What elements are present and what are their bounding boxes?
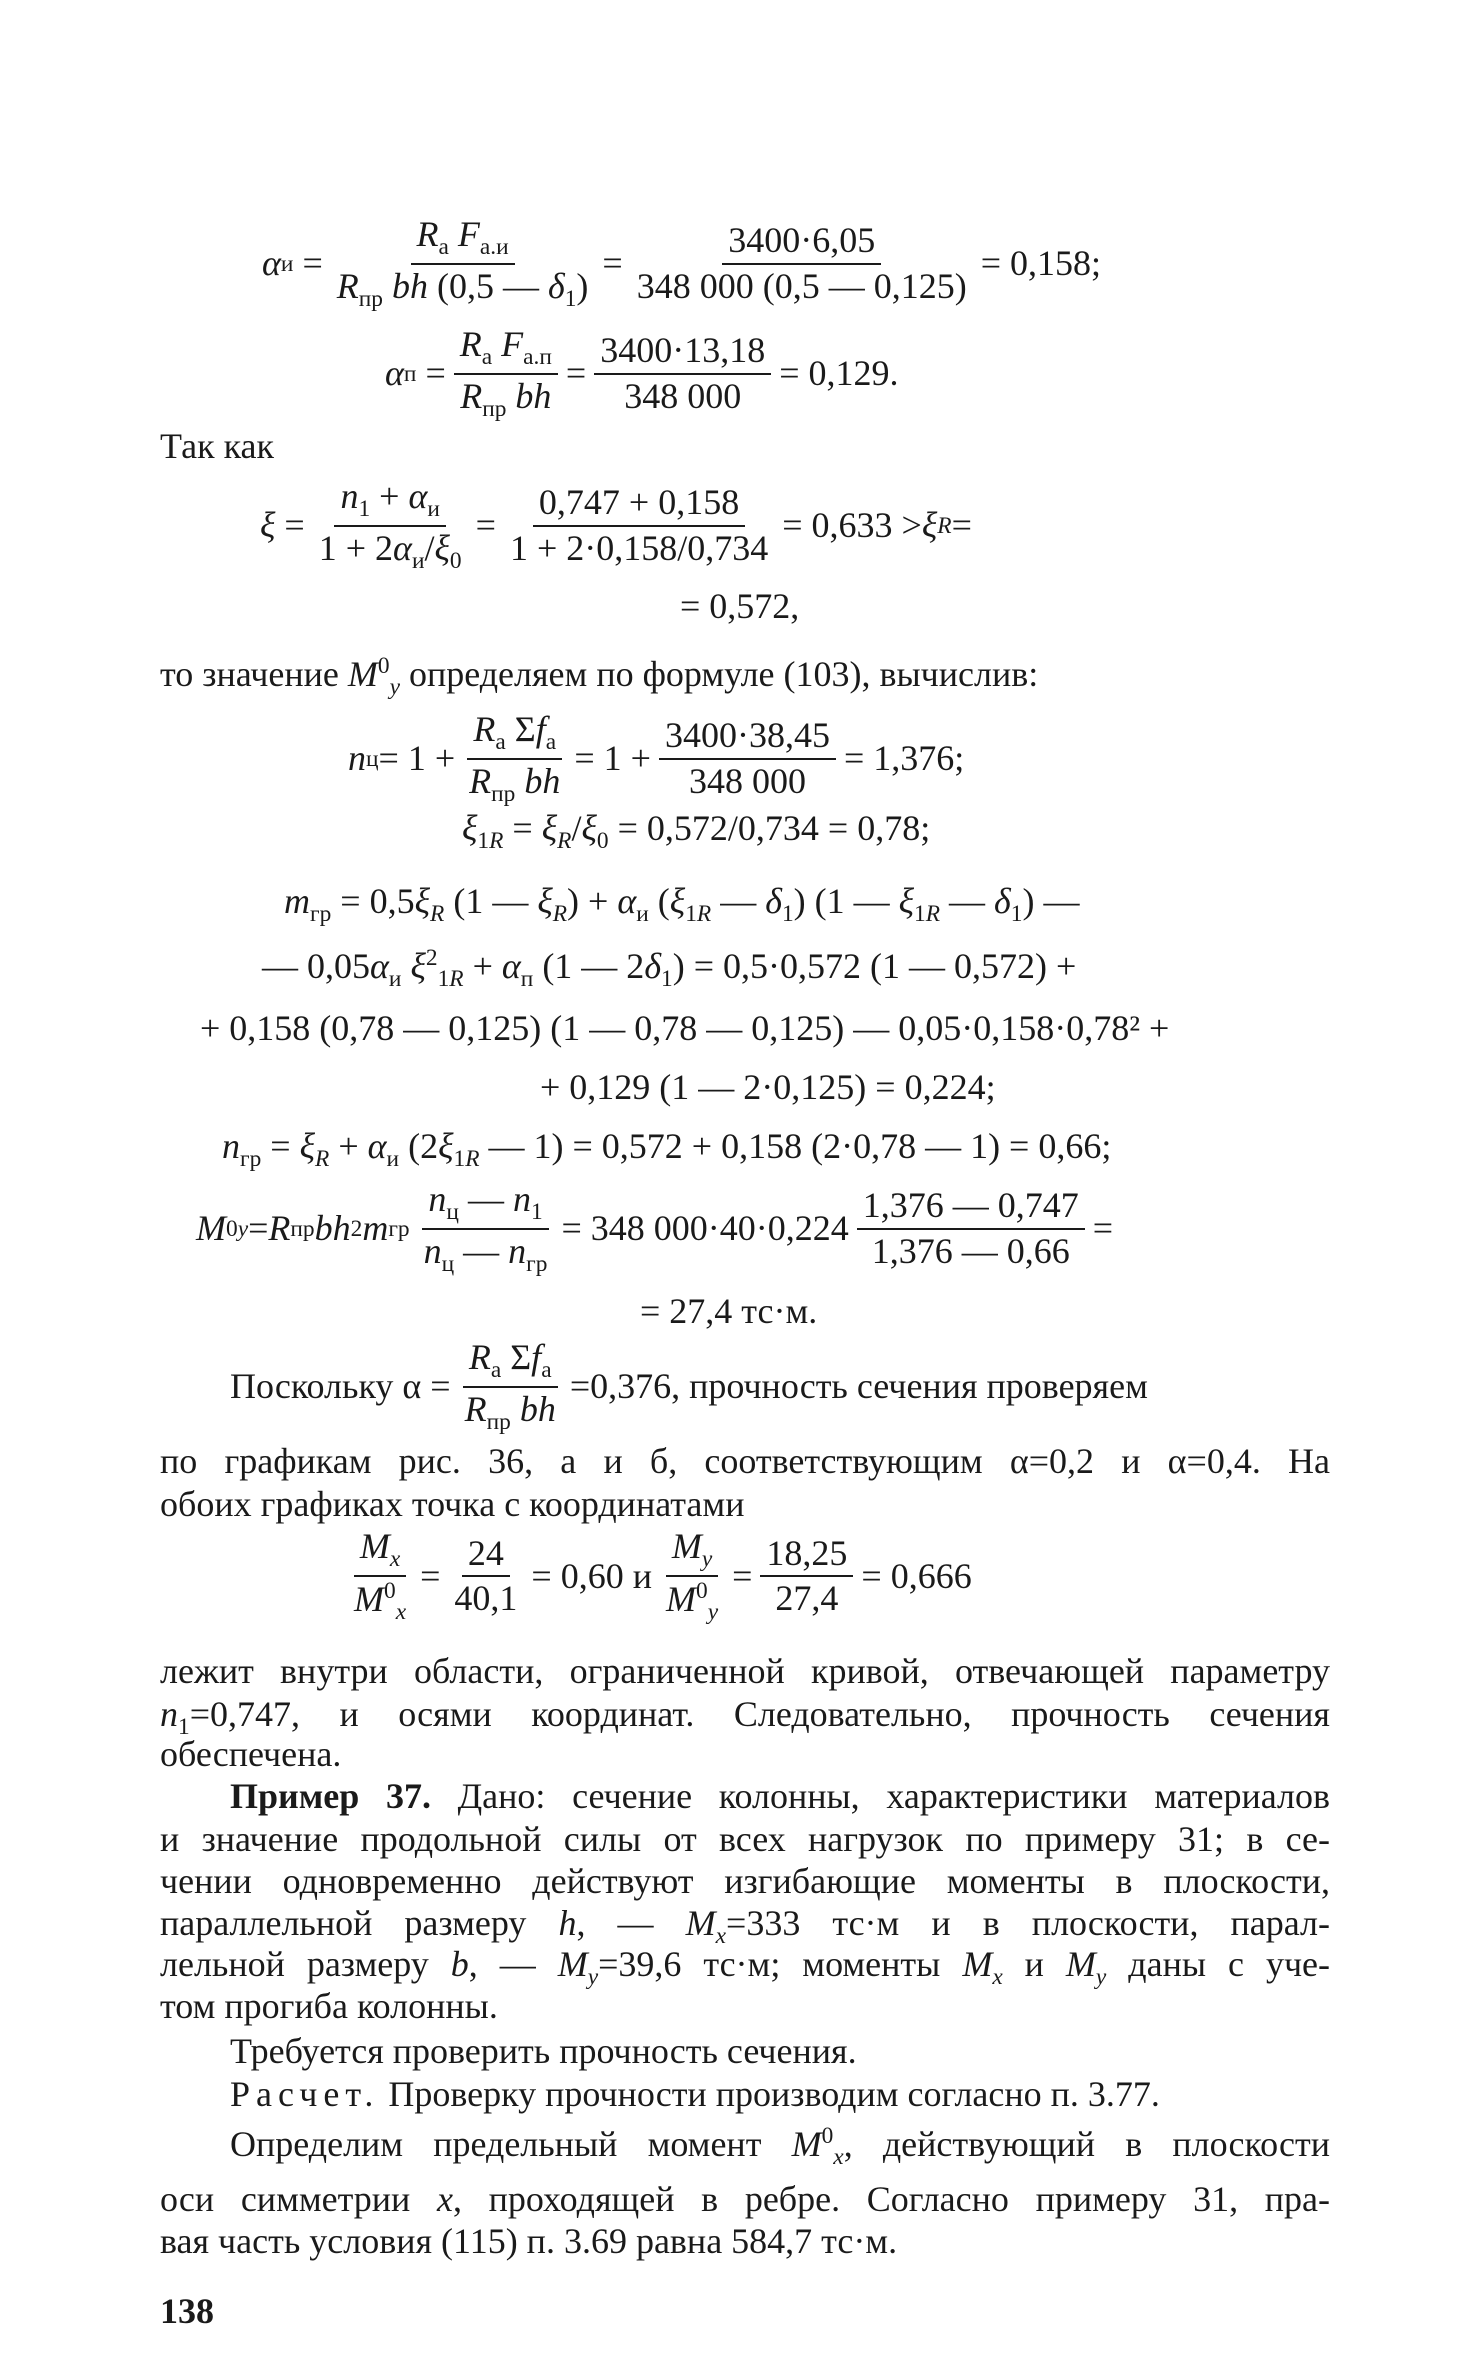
text-p1-l3: обоих графиках точка с координатами bbox=[160, 1484, 745, 1524]
formula-n-c: n ц = 1 + $\frac{R_а \Sigma f_а}{R_{пр} bh}$ = 1 + $\frac{3400\cdot 38,45}{348 000}$ = 1,376; bbox=[348, 709, 965, 808]
formula-xi-cont: = 0,572, bbox=[680, 586, 800, 626]
formula-m-gr-3: + 0,158 (0,78 — 0,125) (1 — 0,78 — 0,125) — 0,05·0,158·0,78² + bbox=[200, 1008, 1170, 1048]
text-def-l3: вая часть условия (115) п. 3.69 равна 584,7 тс·м. bbox=[160, 2221, 898, 2261]
formula-m-gr-1: $m_{гр} = 0,5\xi_R$ (1 — $\xi_R) + \alpha_и$ ($\xi_{1R}$ — $\delta_1$) (1 — $\xi_{1R}$ — $\delta_1$) — bbox=[284, 881, 1080, 928]
text-poskolku: Поскольку α = $\frac{R_а \Sigma f_а}{R_{пр} bh}$ =0,376, прочность сечения проверяем bbox=[230, 1337, 1148, 1436]
text-p2-l1: лежит внутри области, ограниченной кривой, отвечающей параметру bbox=[160, 1651, 1330, 1691]
formula-xi: ξ = $\frac{n_1 + \alpha_и}{1 + 2\alpha_и/\xi_0}$ = $\frac{0,747 + 0,158}{1 + 2\cdot 0,158/0,734}$ = 0,633 > ξ R = bbox=[260, 476, 972, 575]
formula-m-gr-4: + 0,129 (1 — 2·0,125) = 0,224; bbox=[540, 1067, 996, 1107]
formula-ratios: $\frac{M_x}{M^0_x}$ = $\frac{24}{40,1}$ = 0,60 и $\frac{M_y}{M^0_y}$ = $\frac{18,25}{27,4}$ = 0,666 bbox=[354, 1526, 972, 1626]
formula-n-gr: $n_{гр} = \xi_R + \alpha_и$ ($2\xi_{1R}$ — 1) = 0,572 + 0,158 (2·0,78 — 1) = 0,66; bbox=[222, 1126, 1112, 1173]
text-ex-l2: и значение продольной силы от всех нагрузок по примеру 31; в се- bbox=[160, 1819, 1330, 1859]
text-def-l2: оси симметрии x, проходящей в ребре. Согласно примеру 31, пра- bbox=[160, 2179, 1330, 2219]
formula-alpha-p: α п = $\frac{R_а F_{а.п}}{R_{пр} bh}$ = $\frac{3400\cdot 13,18}{348 000}$ = 0,129. bbox=[385, 324, 899, 423]
text-ex-l5: лельной размеру b, — $M_y=39,6$ тс·м; моменты $M_x$ и $M_y$ даны с уче- bbox=[160, 1944, 1331, 1991]
formula-m-y: M 0 y = R пр bh 2 m гр $\frac{n_ц — n_1}{n_ц — n_{гр}}$ = 348 000·40·0,224 $\frac{1,376 — 0,747}{1,376 — 0,66}$ = bbox=[196, 1179, 1114, 1278]
text-p2-l2: $n_1=0,747$, и осями координат. Следовательно, прочность сечения bbox=[160, 1694, 1330, 1741]
text-to-znachenie: то значение $M^0_y$ определяем по формуле (103), вычислив: bbox=[160, 653, 1039, 701]
text-example-37: Пример 37. Дано: сечение колонны, характеристики материалов bbox=[230, 1776, 1331, 1816]
formula-xi-1r: $\xi_{1R} = \xi_R/\xi_0 = 0,572/0,734 = 0,78$; bbox=[462, 808, 931, 855]
text-ex-l6: том прогиба колонны. bbox=[160, 1986, 498, 2026]
formula-m-gr-2: — $0,05\alpha_и$ $\xi^2_{1R} + \alpha_п$ (1 — $2\delta_1) = 0,5\cdot 0,572$ (1 — 0,572) + bbox=[262, 945, 1077, 993]
text-calc: Расчет. Проверку прочности производим согласно п. 3.77. bbox=[230, 2074, 1160, 2114]
text-ex-l3: чении одновременно действуют изгибающие моменты в плоскости, bbox=[160, 1861, 1330, 1901]
formula-alpha-i: α и = $\frac{R_а F_{а.и}}{R_{пр} bh (0,5 — \delta_1)}$ = $\frac{3400\cdot 6,05}{348 000 (0,5 — 0,125)}$ = 0,158; bbox=[262, 214, 1102, 313]
text-p1-l2: по графикам рис. 36, а и б, соответствующим α=0,2 и α=0,4. На bbox=[160, 1441, 1330, 1481]
text-p2-l3: обеспечена. bbox=[160, 1734, 342, 1774]
text-ex-l4: параллельной размеру h, — $M_x=333$ тс·м и в плоскости, парал- bbox=[160, 1903, 1331, 1950]
formula-m-y-result: = 27,4 тс·м. bbox=[640, 1291, 818, 1331]
page-number: 138 bbox=[160, 2291, 214, 2331]
example-label: Пример 37. bbox=[230, 1776, 431, 1816]
text-tak-kak: Так как bbox=[160, 426, 274, 466]
text-def-l1: Определим предельный момент $M^0_x$, действующий в плоскости bbox=[230, 2123, 1331, 2171]
text-requirement: Требуется проверить прочность сечения. bbox=[230, 2031, 857, 2071]
